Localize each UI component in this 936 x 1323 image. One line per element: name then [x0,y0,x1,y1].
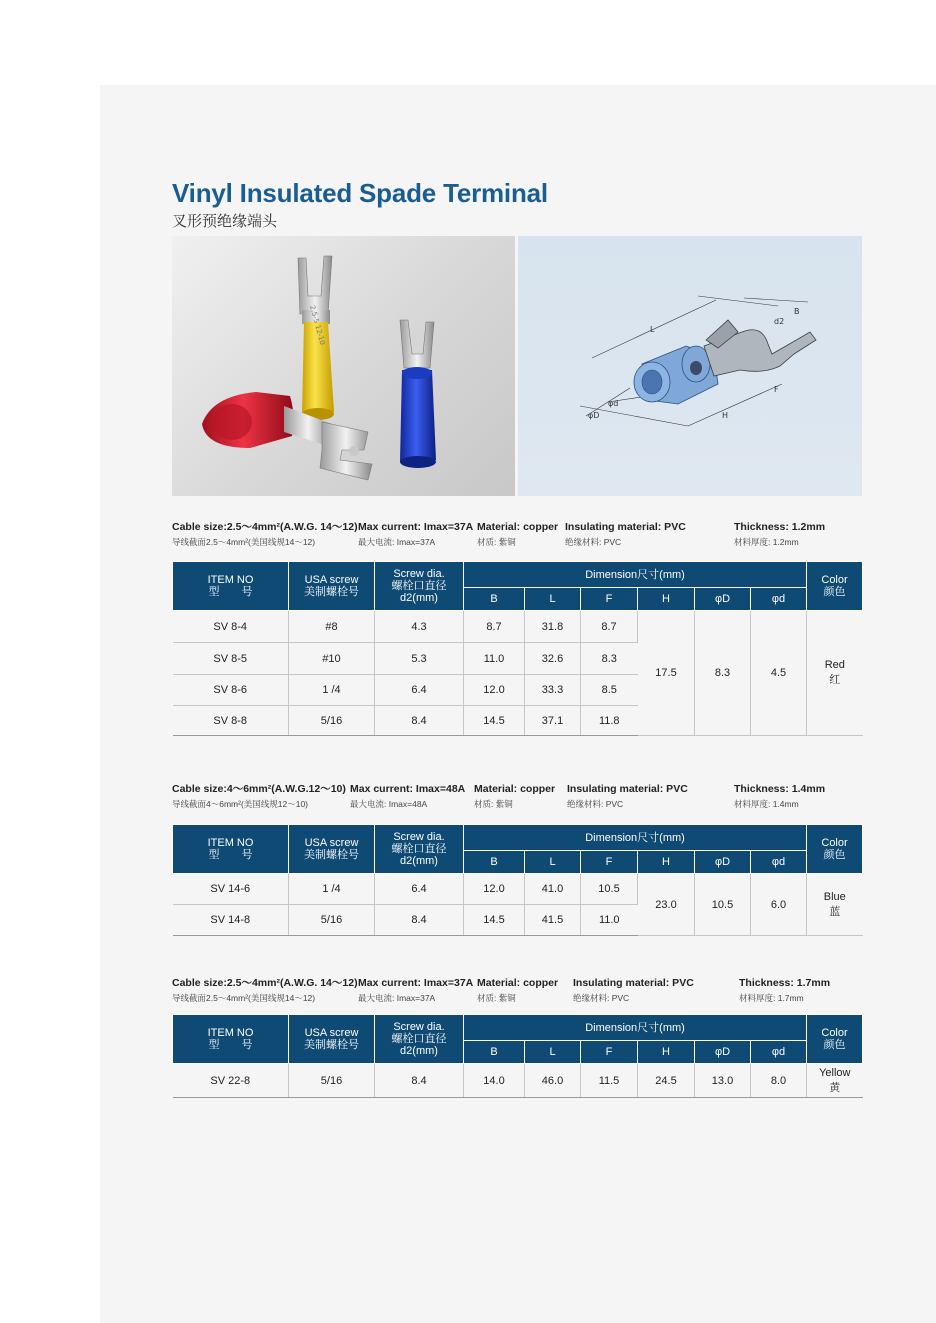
cell-phi-D: 13.0 [695,1064,751,1098]
header-L: L [525,851,581,874]
header-dimension: Dimension尺寸(mm) [464,562,807,588]
label-phi-D: φD [588,411,600,420]
cell-usa: 1 /4 [289,874,375,905]
spec-block-3 [172,976,862,1006]
thickness-cn: 材料厚度: 1.2mm [734,537,799,547]
header-phi-D: φD [695,851,751,874]
max-current: Max current: Imax=37A [358,977,474,989]
cell-item: SV 14-8 [173,905,289,936]
cell-usa: 5/16 [289,1064,375,1098]
cell-item: SV 8-6 [173,675,289,706]
material: Material: copper [477,977,559,989]
spec-table-3 [172,1014,863,1098]
thickness-cn: 材料厚度: 1.4mm [734,799,799,809]
header-F: F [581,588,638,611]
thickness: Thickness: 1.7mm [739,977,831,989]
thickness: Thickness: 1.2mm [734,521,826,533]
cell-d2: 5.3 [375,643,464,675]
cell-usa: 5/16 [289,905,375,936]
header-item-no: ITEM NO 型 号 [173,562,289,611]
cell-phi-D: 10.5 [695,874,751,936]
cell-F: 11.8 [581,706,638,736]
header-item-no: ITEM NO 型 号 [173,825,289,874]
cell-color: Yellow 黄 [807,1064,863,1098]
insulating-material: Insulating material: PVC [573,977,694,989]
header-B: B [464,588,525,611]
cell-H: 24.5 [638,1064,695,1098]
material: Material: copper [477,521,559,533]
cell-phi-d: 6.0 [751,874,807,936]
page-title: Vinyl Insulated Spade Terminal [172,178,548,208]
yellow-terminal [298,256,334,420]
cell-phi-d: 8.0 [751,1064,807,1098]
header-dimension: Dimension尺寸(mm) [464,825,807,851]
cell-item: SV 8-8 [173,706,289,736]
header-screw-dia: Screw dia. 螺栓口直径 d2(mm) [375,562,464,611]
cell-d2: 8.4 [375,905,464,936]
header-phi-d: φd [751,851,807,874]
max-current-cn: 最大电流: Imax=37A [358,537,436,547]
insulating-material-cn: 绝缘材料: PVC [573,993,630,1003]
cell-color: Red 红 [807,611,863,736]
cell-item: SV 14-6 [173,874,289,905]
product-photo [172,236,515,496]
header-usa-screw: USA screw 美制螺栓号 [289,825,375,874]
table-row [173,1064,863,1098]
cell-d2: 8.4 [375,706,464,736]
dimension-drawing [518,236,862,496]
cell-item: SV 8-4 [173,611,289,643]
cell-item: SV 22-8 [173,1064,289,1098]
header-H: H [638,1041,695,1064]
cell-F: 11.5 [581,1064,638,1098]
cell-usa: 5/16 [289,706,375,736]
page-subtitle: 叉形预绝缘端头 [172,213,278,230]
cell-color: Blue 蓝 [807,874,863,936]
header-B: B [464,1041,525,1064]
cell-B: 12.0 [464,675,525,706]
dimension-drawing-svg [518,236,862,496]
label-L: L [650,325,655,334]
cell-L: 41.0 [525,874,581,905]
material: Material: copper [474,783,556,795]
cell-d2: 8.4 [375,1064,464,1098]
cable-size-cn: 导线截面4～6mm²(美国线规12～10) [172,799,309,809]
cell-B: 12.0 [464,874,525,905]
header-item-no: ITEM NO 型 号 [173,1015,289,1064]
header-color: Color 颜色 [807,562,863,611]
header-screw-dia: Screw dia. 螺栓口直径 d2(mm) [375,825,464,874]
label-F: F [774,385,779,394]
header-screw-dia: Screw dia. 螺栓口直径 d2(mm) [375,1015,464,1064]
max-current: Max current: Imax=37A [358,521,474,533]
thickness: Thickness: 1.4mm [734,783,826,795]
drawing-terminal [634,320,816,404]
cable-size: Cable size:4～6mm²(A.W.G.12～10) [172,783,346,795]
cell-F: 8.3 [581,643,638,675]
cell-d2: 4.3 [375,611,464,643]
cell-B: 8.7 [464,611,525,643]
cell-phi-d: 4.5 [751,611,807,736]
cell-L: 37.1 [525,706,581,736]
cell-usa: #10 [289,643,375,675]
spec-block-1 [172,520,862,550]
cell-item: SV 8-5 [173,643,289,675]
cell-L: 31.8 [525,611,581,643]
cell-B: 14.0 [464,1064,525,1098]
label-phi-d: φd [608,399,619,408]
spec-table-2 [172,824,863,936]
max-current-cn: 最大电流: Imax=37A [358,993,436,1003]
blue-terminal [400,320,436,468]
cell-d2: 6.4 [375,675,464,706]
terminal-marking: 2.5-5 12-10 [308,304,327,346]
label-B: B [794,307,800,316]
header-phi-d: φd [751,1041,807,1064]
cell-B: 14.5 [464,706,525,736]
cell-L: 41.5 [525,905,581,936]
header-dimension: Dimension尺寸(mm) [464,1015,807,1041]
cable-size-cn: 导线截面2.5～4mm²(美国线规14～12) [172,993,316,1003]
thickness-cn: 材料厚度: 1.7mm [739,993,804,1003]
header-phi-D: φD [695,1041,751,1064]
cell-phi-D: 8.3 [695,611,751,736]
header-F: F [581,1041,638,1064]
cable-size: Cable size:2.5～4mm²(A.W.G. 14～12) [172,977,358,989]
header-L: L [525,1041,581,1064]
cell-F: 11.0 [581,905,638,936]
max-current: Max current: Imax=48A [350,783,466,795]
header-phi-D: φD [695,588,751,611]
cell-H: 23.0 [638,874,695,936]
red-terminal [202,392,372,480]
header-phi-d: φd [751,588,807,611]
cable-size-cn: 导线截面2.5～4mm²(美国线规14～12) [172,537,316,547]
insulating-material-cn: 绝缘材料: PVC [567,799,624,809]
cell-d2: 6.4 [375,874,464,905]
header-color: Color 颜色 [807,825,863,874]
cell-L: 32.6 [525,643,581,675]
header-F: F [581,851,638,874]
insulating-material: Insulating material: PVC [567,783,688,795]
insulating-material-cn: 绝缘材料: PVC [565,537,622,547]
cell-usa: 1 /4 [289,675,375,706]
cell-B: 11.0 [464,643,525,675]
product-photo-illustration [172,236,515,496]
header-color: Color 颜色 [807,1015,863,1064]
spec-table-1 [172,561,863,736]
label-d2: d2 [774,317,785,326]
cable-size: Cable size:2.5～4mm²(A.W.G. 14～12) [172,521,358,533]
cell-L: 46.0 [525,1064,581,1098]
header-H: H [638,851,695,874]
cell-H: 17.5 [638,611,695,736]
cell-B: 14.5 [464,905,525,936]
label-H: H [722,411,729,420]
max-current-cn: 最大电流: Imax=48A [350,799,428,809]
spec-block-2 [172,782,862,812]
cell-F: 8.7 [581,611,638,643]
cell-usa: #8 [289,611,375,643]
material-cn: 材质: 紫铜 [477,537,516,547]
insulating-material: Insulating material: PVC [565,521,686,533]
header-usa-screw: USA screw 美制螺栓号 [289,1015,375,1064]
header-B: B [464,851,525,874]
material-cn: 材质: 紫铜 [474,799,513,809]
header-usa-screw: USA screw 美制螺栓号 [289,562,375,611]
table-row [173,874,863,905]
material-cn: 材质: 紫铜 [477,993,516,1003]
cell-F: 10.5 [581,874,638,905]
header-L: L [525,588,581,611]
cell-F: 8.5 [581,675,638,706]
cell-L: 33.3 [525,675,581,706]
header-H: H [638,588,695,611]
table-row [173,611,863,643]
